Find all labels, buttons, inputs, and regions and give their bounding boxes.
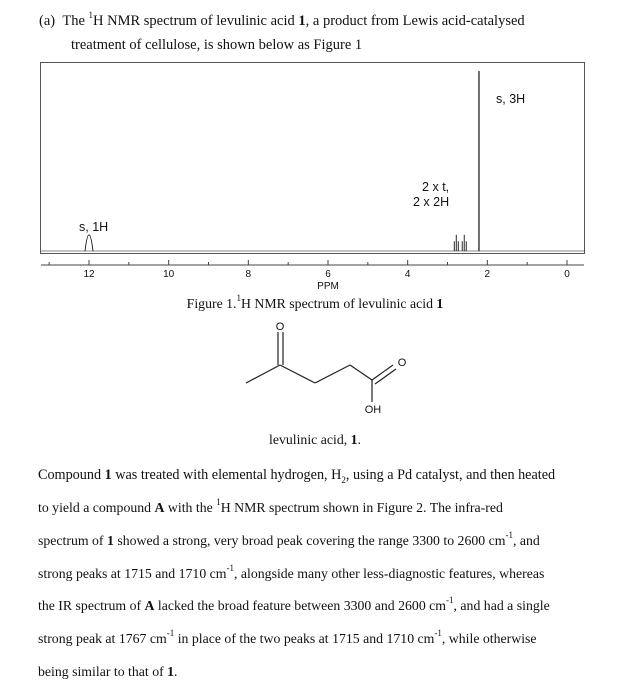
compound-letter: A xyxy=(154,500,165,515)
ppm-tick-label: 6 xyxy=(325,269,331,280)
atom-oh: OH xyxy=(364,404,382,416)
text: spectrum of xyxy=(38,533,107,548)
superscript: -1 xyxy=(434,628,442,639)
superscript: -1 xyxy=(226,563,235,574)
ppm-tick-label: 2 xyxy=(484,269,491,280)
text: H NMR spectrum shown in Figure 2. The infra-red xyxy=(220,500,503,515)
nmr-spectrum-chart xyxy=(40,62,585,292)
spectrum-peak-line xyxy=(85,235,93,251)
compound-letter: A xyxy=(144,598,155,613)
nmr-spectrum-plot xyxy=(40,62,585,292)
text: being similar to that of xyxy=(38,664,168,679)
superscript: -1 xyxy=(446,595,454,606)
text: was treated with elemental hydrogen, H xyxy=(111,467,342,483)
text: lacked the broad feature between 3300 and 2600 cm xyxy=(154,598,447,613)
text: , while otherwise xyxy=(441,631,537,646)
question-line-2: treatment of cellulose, is shown below as Figure 1 xyxy=(71,37,363,53)
paragraph-line-4 xyxy=(38,563,545,582)
bond xyxy=(350,365,372,380)
question-text: H NMR spectrum of levulinic acid xyxy=(93,13,299,29)
bond xyxy=(372,365,393,380)
bond xyxy=(280,365,315,383)
compound-number: 1 xyxy=(298,13,306,29)
text: the IR spectrum of xyxy=(38,598,145,613)
peak-label-2t-line2: 2 x 2H xyxy=(413,195,450,209)
paragraph-line-3 xyxy=(38,530,540,549)
text: with the xyxy=(164,500,217,515)
peak-label-3h: s, 3H xyxy=(496,92,526,106)
text: , alongside many other less-diagnostic features, whereas xyxy=(234,566,545,581)
question-text: The xyxy=(62,13,89,29)
paragraph-line-5 xyxy=(38,595,550,614)
caption-text: Figure 1. xyxy=(186,296,237,311)
question-line-1 xyxy=(39,10,525,30)
bond xyxy=(246,365,280,383)
text: , and xyxy=(512,533,540,548)
caption-text: H NMR spectrum of levulinic acid xyxy=(241,296,437,311)
text: . xyxy=(174,664,178,679)
text: to yield a compound xyxy=(38,500,155,515)
text: , using a Pd catalyst, and then heated xyxy=(345,467,556,483)
atom-o-top: O xyxy=(275,321,285,333)
subscript: 2 xyxy=(341,474,346,485)
ppm-tick-label: 8 xyxy=(245,269,252,280)
text: in place of the two peaks at 1715 and 1710 cm xyxy=(174,631,435,646)
text: Compound xyxy=(38,467,105,483)
caption-text: levulinic acid, xyxy=(269,432,351,447)
question-label: (a) xyxy=(39,13,56,29)
ppm-tick-label: 10 xyxy=(163,269,175,280)
paragraph-line-1 xyxy=(38,467,555,484)
ppm-tick-label: 4 xyxy=(404,269,411,280)
paragraph-line-2 xyxy=(38,497,503,516)
superscript: 1 xyxy=(236,293,241,304)
atom-o-right: O xyxy=(397,357,407,369)
ppm-axis-label: PPM xyxy=(317,281,339,292)
compound-number: 1 xyxy=(104,467,112,483)
compound-number: 1 xyxy=(436,296,444,311)
superscript: 1 xyxy=(216,497,221,508)
levulinic-acid-structure xyxy=(0,310,630,420)
bond xyxy=(315,365,350,383)
text: strong peaks at 1715 and 1710 cm xyxy=(38,566,227,581)
bond xyxy=(375,369,396,384)
text: , and had a single xyxy=(453,598,550,613)
peak-label-2t-line1: 2 x t, xyxy=(422,180,450,194)
ppm-tick-label: 12 xyxy=(83,269,95,280)
text: strong peak at 1767 cm xyxy=(38,631,167,646)
compound-number: 1 xyxy=(350,432,358,447)
compound-number: 1 xyxy=(106,533,114,548)
paragraph-line-6 xyxy=(38,628,537,647)
compound-number: 1 xyxy=(167,664,175,679)
text: showed a strong, very broad peak covering the range 3300 to 2600 cm xyxy=(113,533,506,548)
superscript: -1 xyxy=(166,628,175,639)
ppm-tick-label: 0 xyxy=(564,269,570,280)
peak-label-2t xyxy=(413,180,449,210)
superscript: -1 xyxy=(505,530,513,541)
structure-caption xyxy=(0,432,630,448)
paragraph-line-7 xyxy=(38,664,178,680)
superscript: 1 xyxy=(88,10,94,21)
peak-label-1h: s, 1H xyxy=(79,220,109,234)
question-text: , a product from Lewis acid-catalysed xyxy=(305,13,525,29)
caption-text: . xyxy=(357,432,361,447)
